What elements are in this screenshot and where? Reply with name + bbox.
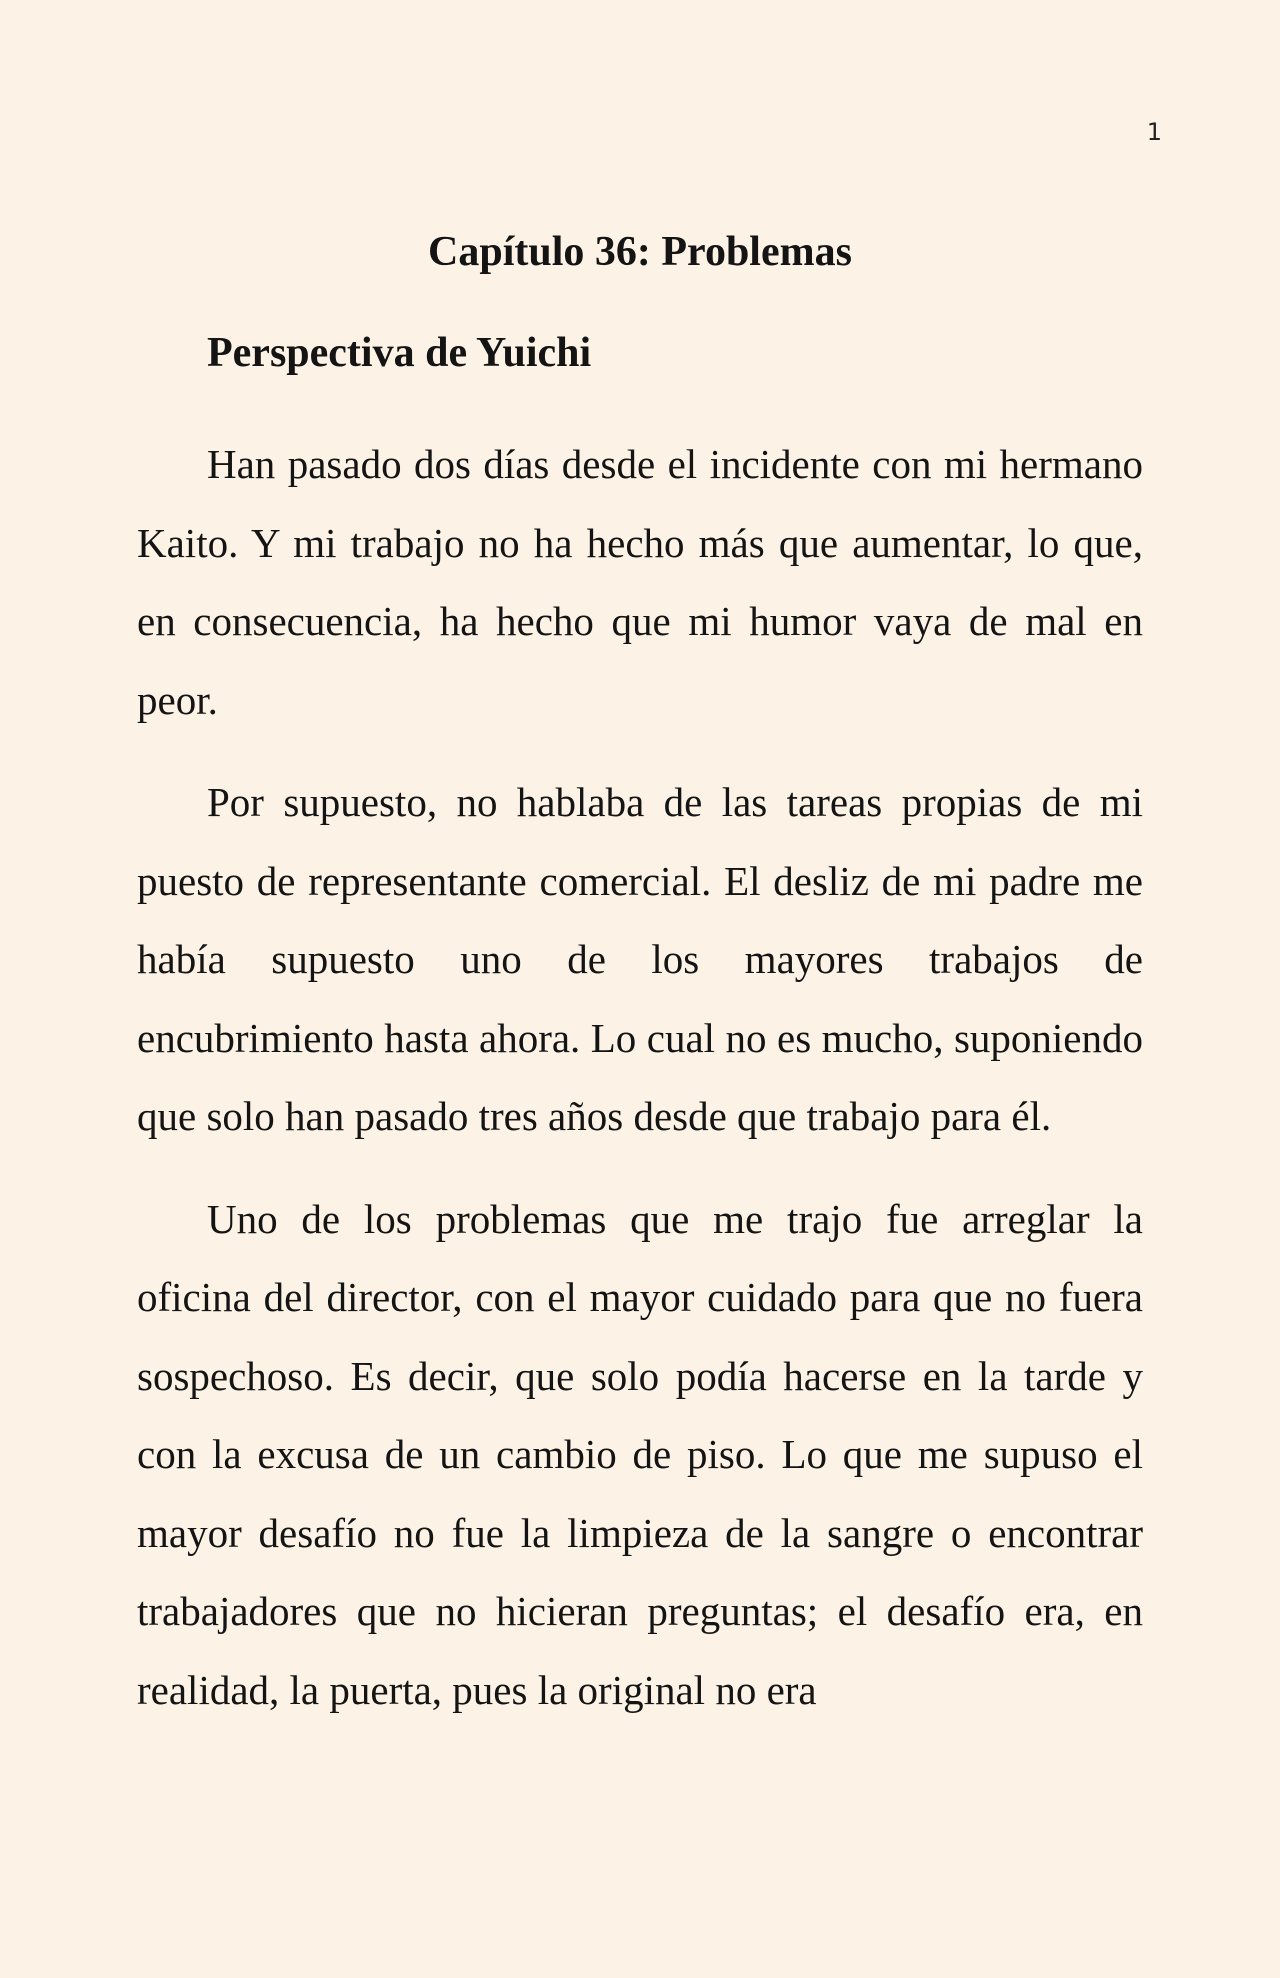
paragraph-1: Han pasado dos días desde el incidente con mi hermano Kaito. Y mi trabajo no ha hecho más que aumentar, lo que, en consecuencia, ha hecho que mi humor vaya de mal en peor.	[137, 441, 1143, 723]
paragraph-2: Por supuesto, no hablaba de las tareas propias de mi puesto de representante comercial. El desliz de mi padre me había supuesto uno de los mayores trabajos de encubrimiento hasta ahora. Lo cual no es mucho, suponiendo que solo han pasado tres años desde que trabajo para él.	[137, 779, 1143, 1139]
page-content	[137, 222, 1143, 1753]
paragraph-3: Uno de los problemas que me trajo fue arreglar la oficina del director, con el mayor cuidado para que no fuera sospechoso. Es decir, que solo podía hacerse en la tarde y con la excusa de un cambio de piso. Lo que me supuso el mayor desafío no fue la limpieza de la sangre o encontrar trabajadores que no hicieran preguntas; el desafío era, en realidad, la puerta, pues la original no era	[137, 1195, 1143, 1713]
chapter-title: Capítulo 36: Problemas	[428, 229, 852, 275]
section-heading: Perspectiva de Yuichi	[207, 330, 592, 376]
page-number: 1	[1146, 118, 1162, 146]
